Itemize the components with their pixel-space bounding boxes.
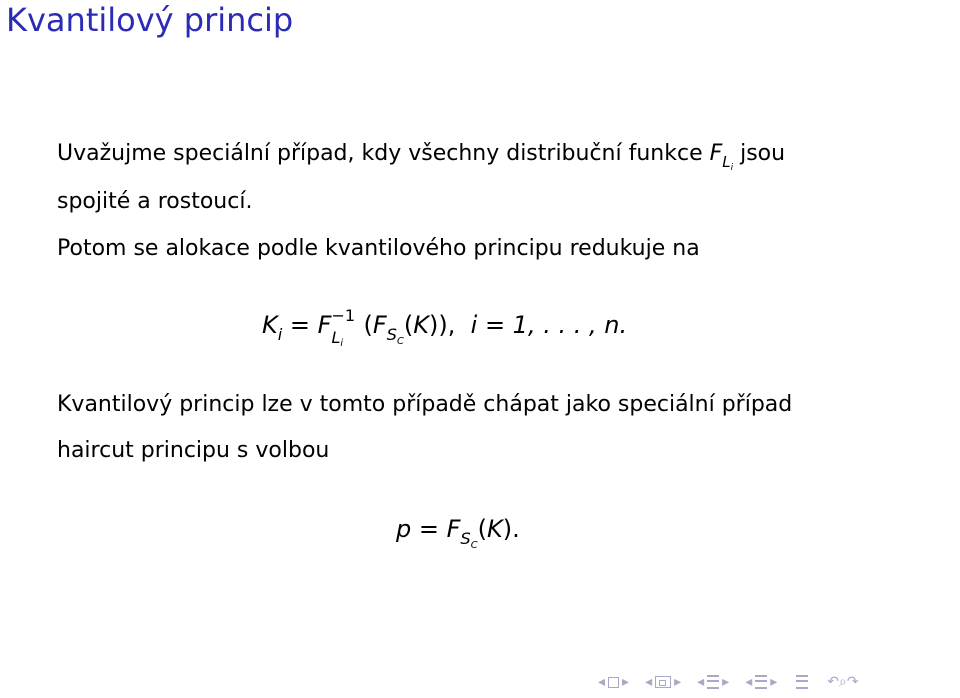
search-icon[interactable]: ⌕ [838, 674, 847, 690]
redo-icon[interactable]: ↷ [846, 674, 859, 690]
nav-frame-group [598, 674, 629, 690]
text-run: Uvažujme speciální případ, kdy všechny distribuční funkce [57, 141, 703, 166]
arrow-left-icon[interactable]: ◂ [745, 674, 753, 690]
section-lines-icon[interactable] [707, 675, 719, 689]
nav-align-group [793, 675, 811, 689]
superscript-subscript: −1 $L_i$ [331, 306, 356, 350]
arrow-right-icon[interactable]: ▸ [622, 674, 630, 690]
nav-subsection-group [645, 674, 681, 690]
arrow-right-icon[interactable]: ▸ [674, 674, 682, 690]
paragraph-3-line-1: Kvantilový princip lze v tomto případě chápat jako speciální případ [57, 392, 793, 417]
beamer-navigation [598, 674, 859, 690]
nav-part-group [745, 674, 777, 690]
paragraph-3-line-2: haircut principu s volbou [57, 438, 330, 463]
arrow-right-icon[interactable]: ▸ [770, 674, 778, 690]
paragraph-2: Potom se alokace podle kvantilového principu redukuje na [57, 236, 700, 261]
nav-section-group [697, 674, 729, 690]
undo-icon[interactable]: ↶ [827, 674, 839, 690]
paragraph-1-line-2: spojité a rostoucí. [57, 189, 253, 214]
frame-title: Kvantilový princip [6, 1, 294, 39]
nav-search-group [827, 674, 858, 690]
paragraph-1-line-1 [57, 141, 786, 173]
equation-kvantil: $K_i = F$ −1 $L_i$ $(F_{S_C}(K))$, i = 1, . . . , n. [262, 306, 628, 350]
part-lines-icon[interactable] [755, 675, 767, 689]
math-F-Li: $F_{L_i}$ [709, 141, 734, 173]
text-run: jsou [740, 141, 786, 166]
arrow-left-icon[interactable]: ◂ [645, 674, 653, 690]
arrow-right-icon[interactable]: ▸ [722, 674, 730, 690]
arrow-left-icon[interactable]: ◂ [598, 674, 606, 690]
arrow-left-icon[interactable]: ◂ [697, 674, 705, 690]
equation-haircut: $p = F_{S_C}(K)$. [396, 515, 520, 551]
subsection-box-icon[interactable] [655, 676, 671, 688]
frame-box-icon[interactable] [608, 677, 619, 688]
align-lines-icon[interactable] [796, 675, 808, 689]
